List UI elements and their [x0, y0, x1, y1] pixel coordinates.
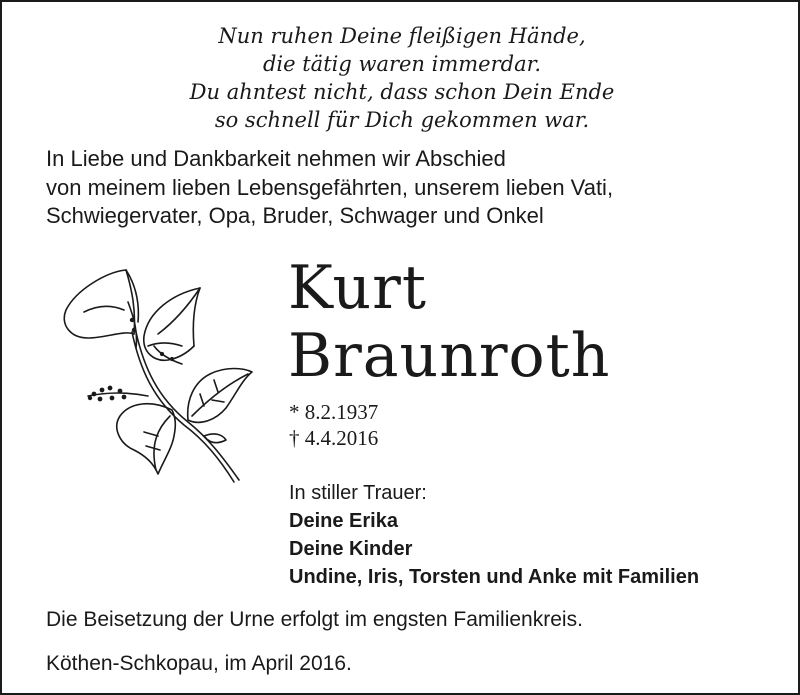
intro-line: In Liebe und Dankbarkeit nehmen wir Abschied — [46, 146, 506, 171]
mourner-name: Undine, Iris, Torsten und Anke mit Familien — [289, 566, 700, 588]
calla-lily-icon — [54, 260, 276, 492]
memorial-poem — [2, 22, 800, 134]
first-name: Kurt — [288, 253, 427, 323]
intro-line: von meinem lieben Lebensgefährten, unserem lieben Vati, — [46, 174, 614, 200]
intro-line: Schwiegervater, Opa, Bruder, Schwager und Onkel — [46, 203, 544, 228]
deceased-name — [288, 254, 610, 390]
death-date: † 4.4.2016 — [289, 426, 379, 450]
poem-line: Du ahntest nicht, dass schon Dein Ende — [189, 80, 615, 104]
mourner-name: Deine Erika — [289, 510, 398, 532]
life-dates — [289, 399, 378, 451]
poem-line: Nun ruhen Deine fleißigen Hände, — [218, 24, 586, 48]
birth-date: * 8.2.1937 — [289, 400, 379, 424]
mourner-name: Deine Kinder — [289, 538, 413, 560]
mourners-heading: In stiller Trauer: — [289, 482, 427, 504]
farewell-intro — [46, 145, 786, 231]
place-and-date: Köthen-Schkopau, im April 2016. — [46, 652, 352, 675]
mourners-block — [289, 479, 699, 591]
poem-line: so schnell für Dich gekommen war. — [214, 108, 590, 132]
poem-line: die tätig waren immerdar. — [262, 52, 542, 76]
last-name: Braunroth — [288, 321, 611, 391]
funeral-note: Die Beisetzung der Urne erfolgt im engsten Familienkreis. — [46, 608, 583, 631]
